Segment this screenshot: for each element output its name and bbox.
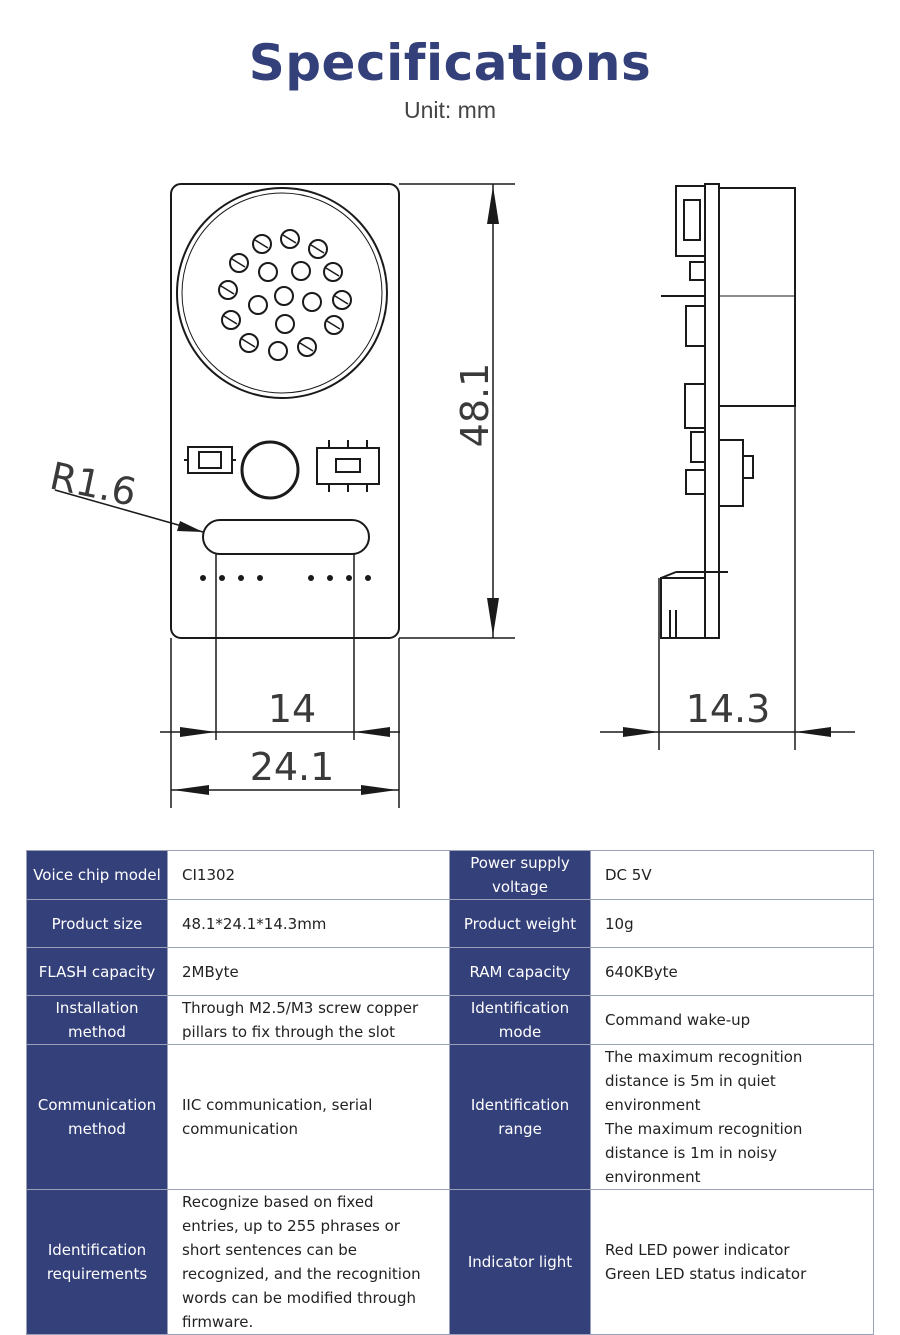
depth-label: 14.3 — [685, 687, 771, 731]
spec-label: Installation method — [27, 996, 168, 1045]
spec-value-line: 640KByte — [605, 962, 678, 981]
mounting-slot — [203, 520, 369, 554]
round-component — [242, 442, 298, 498]
spec-value-line: Green LED status indicator — [605, 1265, 807, 1283]
pin-dots — [200, 575, 371, 581]
spec-value — [591, 851, 874, 900]
speaker-inner — [182, 193, 382, 393]
spec-value — [168, 1045, 450, 1190]
spec-value — [591, 900, 874, 948]
spec-value — [591, 948, 874, 996]
spec-label: Power supply voltage — [450, 851, 591, 900]
spec-label: Identification mode — [450, 996, 591, 1045]
spec-row — [27, 996, 874, 1045]
spec-value — [591, 1045, 874, 1190]
spec-value-line: The maximum recognition distance is 5m in quiet environment — [605, 1048, 803, 1114]
spec-value-line: CI1302 — [182, 866, 236, 884]
spec-value — [168, 996, 450, 1045]
spec-label: Communication method — [27, 1045, 168, 1190]
spec-value-line: IIC communication, serial communication — [182, 1096, 373, 1138]
spec-value-line: Through M2.5/M3 screw copper pillars to fix through the slot — [182, 999, 419, 1041]
height-label: 48.1 — [453, 362, 497, 448]
spec-row — [27, 900, 874, 948]
spec-label: RAM capacity — [450, 948, 591, 996]
spec-label: Product size — [27, 900, 168, 948]
speaker — [177, 188, 387, 398]
button-component — [184, 447, 236, 473]
spec-value-line: 2MByte — [182, 962, 239, 981]
spec-value-line: 10g — [605, 914, 634, 933]
spec-value — [591, 1190, 874, 1335]
speaker-holes — [219, 230, 351, 360]
spec-value-line: 48.1*24.1*14.3mm — [182, 914, 327, 933]
spec-value — [168, 948, 450, 996]
spec-label: Product weight — [450, 900, 591, 948]
board-outline — [171, 184, 399, 638]
page-title: Specifications — [248, 34, 652, 92]
spec-value — [591, 996, 874, 1045]
spec-label: Identification range — [450, 1045, 591, 1190]
spec-row — [27, 1190, 874, 1335]
spec-value-line: The maximum recognition distance is 1m in noisy environment — [605, 1120, 803, 1186]
spec-label: Identification requirements — [27, 1190, 168, 1335]
spec-label: Indicator light — [450, 1190, 591, 1335]
slide-switch — [317, 440, 379, 492]
spec-value-line: Recognize based on fixed entries, up to 255 phrases or short sentences can be recognized, and the recognition words can be modified through firmware. — [182, 1193, 421, 1331]
spec-value — [168, 900, 450, 948]
spec-value-line: Red LED power indicator — [605, 1241, 790, 1259]
spec-value — [168, 1190, 450, 1335]
spec-label: FLASH capacity — [27, 948, 168, 996]
spec-value-line: DC 5V — [605, 866, 652, 884]
radius-label: R1.6 — [46, 453, 141, 515]
spec-row — [27, 851, 874, 900]
spec-table — [26, 850, 874, 1335]
spec-value — [168, 851, 450, 900]
spec-row — [27, 948, 874, 996]
spec-value-line: Command wake-up — [605, 1011, 751, 1029]
spec-label: Voice chip model — [27, 851, 168, 900]
spec-row — [27, 1045, 874, 1190]
width-label: 24.1 — [249, 745, 335, 789]
unit-label: Unit: mm — [404, 97, 496, 123]
hole-spacing-label: 14 — [267, 687, 317, 731]
side-view — [661, 184, 795, 638]
